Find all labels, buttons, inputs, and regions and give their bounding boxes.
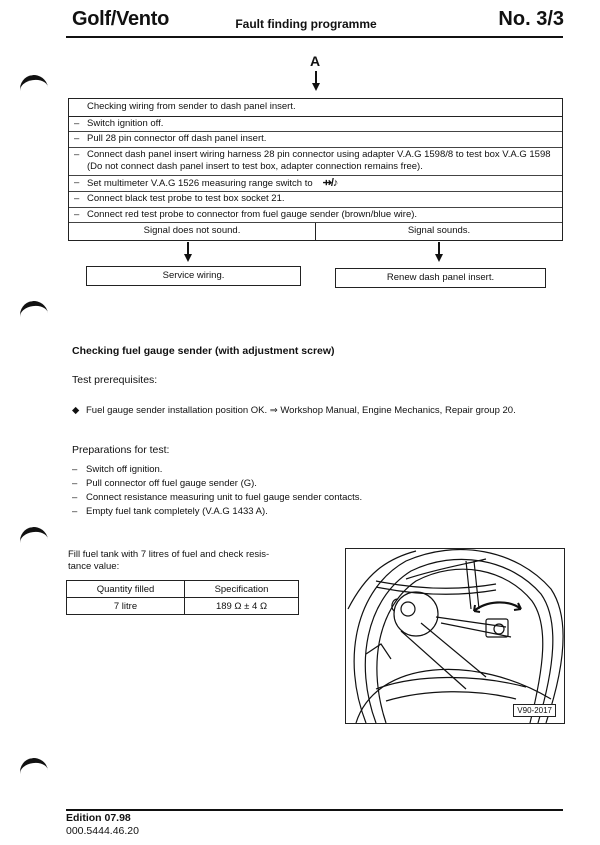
outcome-no-signal: Signal does not sound. (69, 223, 316, 240)
fuel-sender-illustration (345, 548, 565, 724)
diode-continuity-beep-icon: ⇸/♪ (322, 176, 338, 189)
fill-instruction: Fill fuel tank with 7 litres of fuel and check resis- tance value: (68, 549, 270, 572)
step-item: – Connect dash panel insert wiring harness 28 pin connector using adapter V.A.G 1598/8 to test box V.A.G 1598 (Do not connect dash panel insert to test box, adapter connection remains free). (69, 148, 562, 176)
preparations-list (72, 463, 492, 519)
punch-hole-mark (18, 73, 50, 105)
sender-check-title: Checking fuel gauge sender (with adjustment screw) (72, 345, 335, 357)
header-rule (66, 36, 563, 38)
action-renew-dash-panel: Renew dash panel insert. (335, 268, 546, 288)
edition-label: Edition 07.98 (66, 812, 131, 824)
figure-reference-tag: V90-2017 (513, 704, 556, 717)
diamond-bullet-icon: ◆ (72, 405, 80, 416)
list-item: – Pull connector off fuel gauge sender (G). (72, 478, 257, 489)
list-item: ◆ Fuel gauge sender installation position OK. ⇒ Workshop Manual, Engine Mechanics, Repair group 20. (72, 405, 516, 416)
table-header-row (67, 581, 299, 598)
step-item: – Set multimeter V.A.G 1526 measuring range switch to ⇸/♪ (69, 176, 562, 193)
document-number: 000.5444.46.20 (66, 825, 139, 837)
action-service-wiring: Service wiring. (86, 266, 301, 286)
page-number: No. 3/3 (498, 8, 564, 30)
list-item: – Connect resistance measuring unit to fuel gauge sender contacts. (72, 492, 363, 503)
specification-table (66, 580, 299, 615)
punch-hole-mark (18, 299, 50, 331)
document-model-title: Golf/Vento (72, 8, 170, 30)
section-title: Fault finding programme (235, 17, 377, 31)
step-item: – Switch ignition off. (69, 117, 562, 133)
list-item: – Empty fuel tank completely (V.A.G 1433 A). (72, 506, 268, 517)
list-item: – Switch off ignition. (72, 464, 163, 475)
step-item: – Connect red test probe to connector from fuel gauge sender (brown/blue wire). (69, 208, 562, 224)
punch-hole-mark (18, 756, 50, 788)
flowchart-entry-label: A (309, 53, 321, 69)
table-header-cell: Quantity filled (67, 581, 185, 598)
table-header-cell: Specification (185, 581, 299, 598)
prerequisites-list (72, 404, 572, 418)
outcome-signal: Signal sounds. (407, 225, 471, 236)
step-item: – Connect black test probe to test box socket 21. (69, 192, 562, 208)
preparations-heading: Preparations for test: (72, 444, 170, 456)
table-cell: 7 litre (67, 598, 185, 615)
table-cell: 189 Ω ± 4 Ω (185, 598, 299, 615)
prerequisites-heading: Test prerequisites: (72, 374, 158, 386)
fuel-sender-drawing-icon (346, 549, 564, 723)
step-item: – Pull 28 pin connector off dash panel insert. (69, 132, 562, 148)
wiring-check-box (68, 98, 563, 241)
punch-hole-mark (18, 525, 50, 557)
wiring-check-title: Checking wiring from sender to dash panel insert. (69, 99, 562, 117)
outcome-row (69, 223, 562, 240)
table-row (67, 598, 299, 615)
footer-rule (66, 809, 563, 811)
